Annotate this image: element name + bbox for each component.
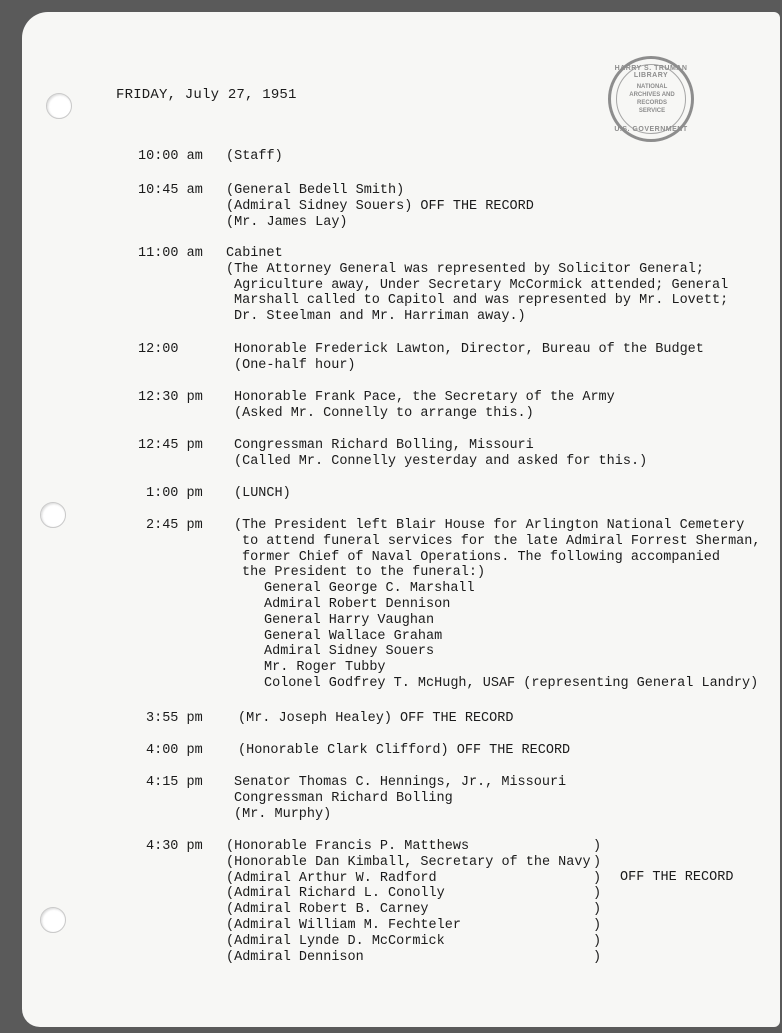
entry-line: Marshall called to Capitol and was represented by Mr. Lovett;: [234, 293, 729, 309]
closing-paren: ): [593, 902, 602, 918]
entry-line: (Honorable Clark Clifford) OFF THE RECORD: [238, 743, 571, 758]
entry-line: Congressman Richard Bolling, Missouri: [234, 438, 534, 453]
entry-line: Honorable Frederick Lawton, Director, Bureau of the Budget: [234, 342, 704, 357]
off-the-record-note: OFF THE RECORD: [620, 870, 734, 885]
entry-line: Dr. Steelman and Mr. Harriman away.): [234, 309, 526, 325]
entry-body: [226, 839, 591, 965]
entry-body: [226, 183, 534, 230]
entry-body: [234, 486, 291, 502]
entry-time: 3:55 pm: [146, 711, 203, 726]
attendee-name: (Admiral Richard L. Conolly: [226, 886, 445, 902]
closing-parens-column: [593, 839, 601, 965]
attendee-name: Colonel Godfrey T. McHugh, USAF (representing General Landry): [264, 675, 759, 691]
entry-time: 4:30 pm: [146, 839, 203, 854]
entry-line: (Asked Mr. Connelly to arrange this.): [234, 405, 534, 421]
attendee-name: (Honorable Dan Kimball, Secretary of the Navy: [226, 854, 591, 870]
attendee-name: (Admiral Dennison: [226, 949, 364, 965]
stamp-top-text: HARRY S. TRUMAN LIBRARY: [614, 65, 688, 79]
entry-line: Agriculture away, Under Secretary McCormick attended; General: [234, 277, 729, 293]
attendee-name: Admiral Sidney Souers: [264, 644, 435, 660]
entry-line: (General Bedell Smith): [226, 183, 405, 198]
entry-line: (Mr. Joseph Healey) OFF THE RECORD: [238, 711, 514, 726]
entry-line: (Admiral Sidney Souers) OFF THE RECORD: [226, 198, 534, 214]
archive-stamp: [608, 56, 694, 142]
closing-paren: ): [593, 933, 602, 949]
entry-body: [226, 149, 283, 165]
entry-body: [234, 775, 566, 822]
attendee-name: (Honorable Francis P. Matthews: [226, 839, 470, 854]
closing-paren: ): [593, 949, 602, 965]
entry-line: Congressman Richard Bolling: [234, 790, 453, 806]
binder-hole-bottom: [40, 907, 66, 933]
entry-line: Senator Thomas C. Hennings, Jr., Missouri: [234, 775, 567, 790]
entry-time: 12:45 pm: [138, 438, 203, 453]
entry-line: (Mr. Murphy): [234, 806, 332, 822]
attendee-name: (Admiral Robert B. Carney: [226, 902, 429, 918]
entry-time: 1:00 pm: [146, 486, 203, 501]
entry-line: (Mr. James Lay): [226, 214, 348, 230]
stamp-bottom-text: U.S. GOVERNMENT: [614, 126, 688, 133]
entry-line: (The President left Blair House for Arlington National Cemetery: [234, 518, 745, 533]
closing-paren: ): [593, 839, 602, 854]
entry-line: former Chief of Naval Operations. The following accompanied: [242, 549, 720, 565]
entry-line: Honorable Frank Pace, the Secretary of the Army: [234, 390, 615, 405]
attendee-name: General Harry Vaughan: [264, 612, 435, 628]
entry-line: the President to the funeral:): [242, 565, 486, 581]
entry-line: (The Attorney General was represented by Solicitor General;: [226, 261, 704, 277]
entry-body: [226, 246, 728, 325]
entry-line: (Called Mr. Connelly yesterday and asked for this.): [234, 453, 648, 469]
entry-time: 4:00 pm: [146, 743, 203, 758]
attendee-name: Admiral Robert Dennison: [264, 596, 451, 612]
entry-body: [238, 711, 513, 727]
entry-time: 10:45 am: [138, 183, 203, 198]
entry-time: 4:15 pm: [146, 775, 203, 790]
entry-time: 12:00: [138, 342, 179, 357]
closing-paren: ): [593, 854, 602, 870]
binder-hole-top: [46, 93, 72, 119]
entry-line: Cabinet: [226, 246, 283, 261]
entry-line: (Staff): [226, 149, 283, 164]
entry-line: to attend funeral services for the late Admiral Forrest Sherman,: [242, 533, 761, 549]
entry-time: 11:00 am: [138, 246, 203, 261]
attendee-name: Mr. Roger Tubby: [264, 660, 386, 676]
attendee-name: General George C. Marshall: [264, 581, 475, 597]
entry-body: [234, 342, 704, 374]
attendee-name: (Admiral Arthur W. Radford: [226, 870, 437, 886]
closing-paren: ): [593, 917, 602, 933]
entry-time: 10:00 am: [138, 149, 203, 164]
entry-line: (One-half hour): [234, 357, 356, 373]
page-date-heading: FRIDAY, July 27, 1951: [116, 87, 297, 103]
attendee-name: (Admiral Lynde D. McCormick: [226, 933, 445, 949]
attendee-name: (Admiral William M. Fechteler: [226, 917, 461, 933]
entry-time: 12:30 pm: [138, 390, 203, 405]
entry-time: 2:45 pm: [146, 518, 203, 533]
attendee-name: General Wallace Graham: [264, 628, 443, 644]
binder-hole-middle: [40, 502, 66, 528]
entry-body: [238, 743, 570, 759]
entry-line: (LUNCH): [234, 486, 291, 501]
closing-paren: ): [593, 886, 602, 902]
entry-body: [234, 390, 615, 422]
entry-body: [234, 438, 647, 470]
closing-paren: ): [593, 870, 602, 886]
entry-body: [234, 518, 760, 692]
stamp-center-text: NATIONAL ARCHIVES AND RECORDS SERVICE: [629, 84, 675, 114]
